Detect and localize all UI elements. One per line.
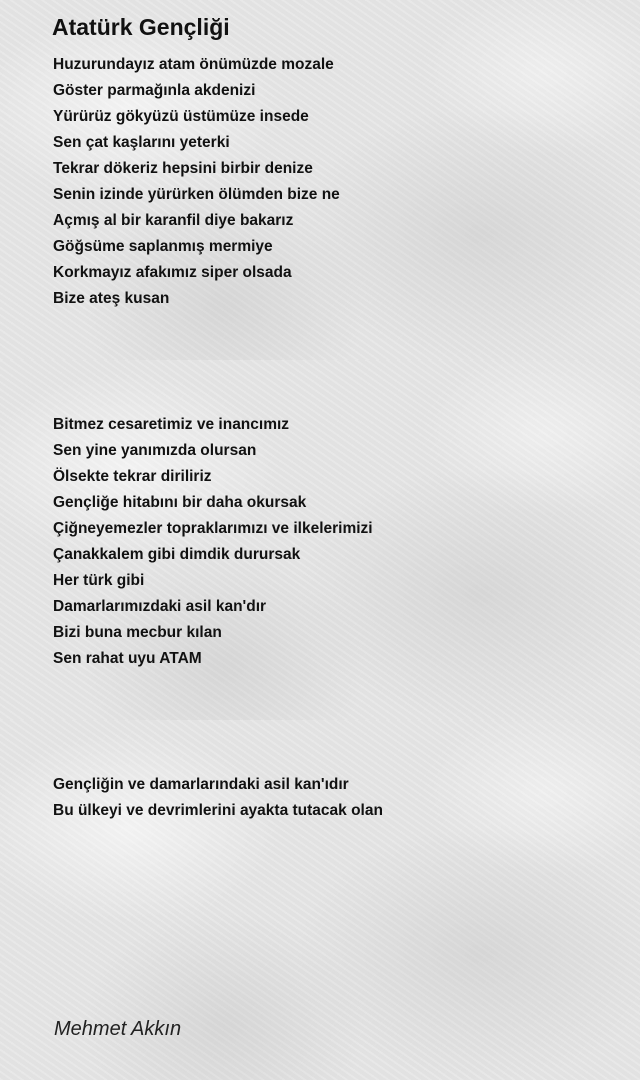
poem-line: Her türk gibi: [53, 572, 145, 589]
poem-line: Sen yine yanımızda olursan: [53, 442, 257, 459]
poem-line: Tekrar dökeriz hepsini birbir denize: [53, 160, 313, 177]
poem-line: Senin izinde yürürken ölümden bize ne: [53, 186, 340, 203]
poem-line: Huzurundayız atam önümüzde mozale: [53, 56, 334, 73]
poem-line: Sen rahat uyu ATAM: [53, 650, 202, 667]
poem-line: Damarlarımızdaki asil kan'dır: [53, 598, 267, 615]
poem-line: Yürürüz gökyüzü üstümüze insede: [53, 108, 309, 125]
poem-line: Ölsekte tekrar diriliriz: [53, 468, 212, 485]
stanza-2: [53, 412, 373, 672]
poem-line: Sen çat kaşlarını yeterki: [53, 134, 230, 151]
poem-line: Gençliğin ve damarlarındaki asil kan'ıdır: [53, 776, 349, 793]
poem-line: Çiğneyemezler topraklarımızı ve ilkelerimizi: [53, 520, 373, 537]
poem-line: Bu ülkeyi ve devrimlerini ayakta tutacak olan: [53, 802, 383, 819]
poem-line: Bize ateş kusan: [53, 290, 170, 307]
poem-title: Atatürk Gençliği: [52, 14, 230, 40]
poem-author: Mehmet Akkın: [54, 1018, 182, 1040]
poem-line: Korkmayız afakımız siper olsada: [53, 264, 292, 281]
poem-line: Göğsüme saplanmış mermiye: [53, 238, 273, 255]
poem-line: Açmış al bir karanfil diye bakarız: [53, 212, 294, 229]
stanza-3: [53, 772, 383, 824]
poem-line: Bizi buna mecbur kılan: [53, 624, 222, 641]
stanza-1: [53, 52, 340, 312]
poem-line: Gençliğe hitabını bir daha okursak: [53, 494, 307, 511]
poem-line: Çanakkalem gibi dimdik durursak: [53, 546, 301, 563]
poem-line: Bitmez cesaretimiz ve inancımız: [53, 416, 290, 433]
poem-line: Göster parmağınla akdenizi: [53, 82, 256, 99]
